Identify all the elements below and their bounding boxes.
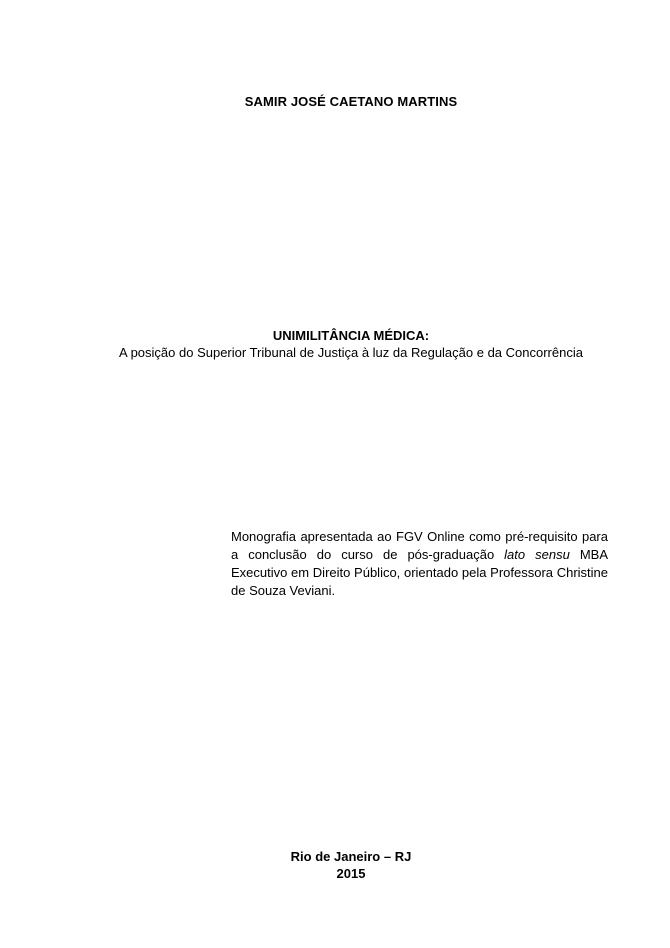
presentation-note-text-2: MBA Executivo em Direito Público, orientado pela Professora Christine de Souza Veviani. (231, 547, 608, 598)
title-block (0, 328, 670, 361)
document-title: UNIMILITÂNCIA MÉDICA: (272, 328, 430, 343)
footer-place: Rio de Janeiro – RJ (290, 849, 412, 864)
presentation-note (231, 528, 608, 600)
document-subtitle: A posição do Superior Tribunal de Justiça à luz da Regulação e da Concorrência (119, 345, 583, 360)
presentation-note-text-1: Monografia apresentada ao FGV Online como pré-requisito para a conclusão do curso de pós-graduação (231, 529, 608, 562)
footer-block (0, 848, 670, 882)
presentation-note-italic: lato sensu (504, 547, 570, 562)
footer-year: 2015 (336, 866, 366, 881)
author-name: SAMIR JOSÉ CAETANO MARTINS (244, 94, 458, 109)
